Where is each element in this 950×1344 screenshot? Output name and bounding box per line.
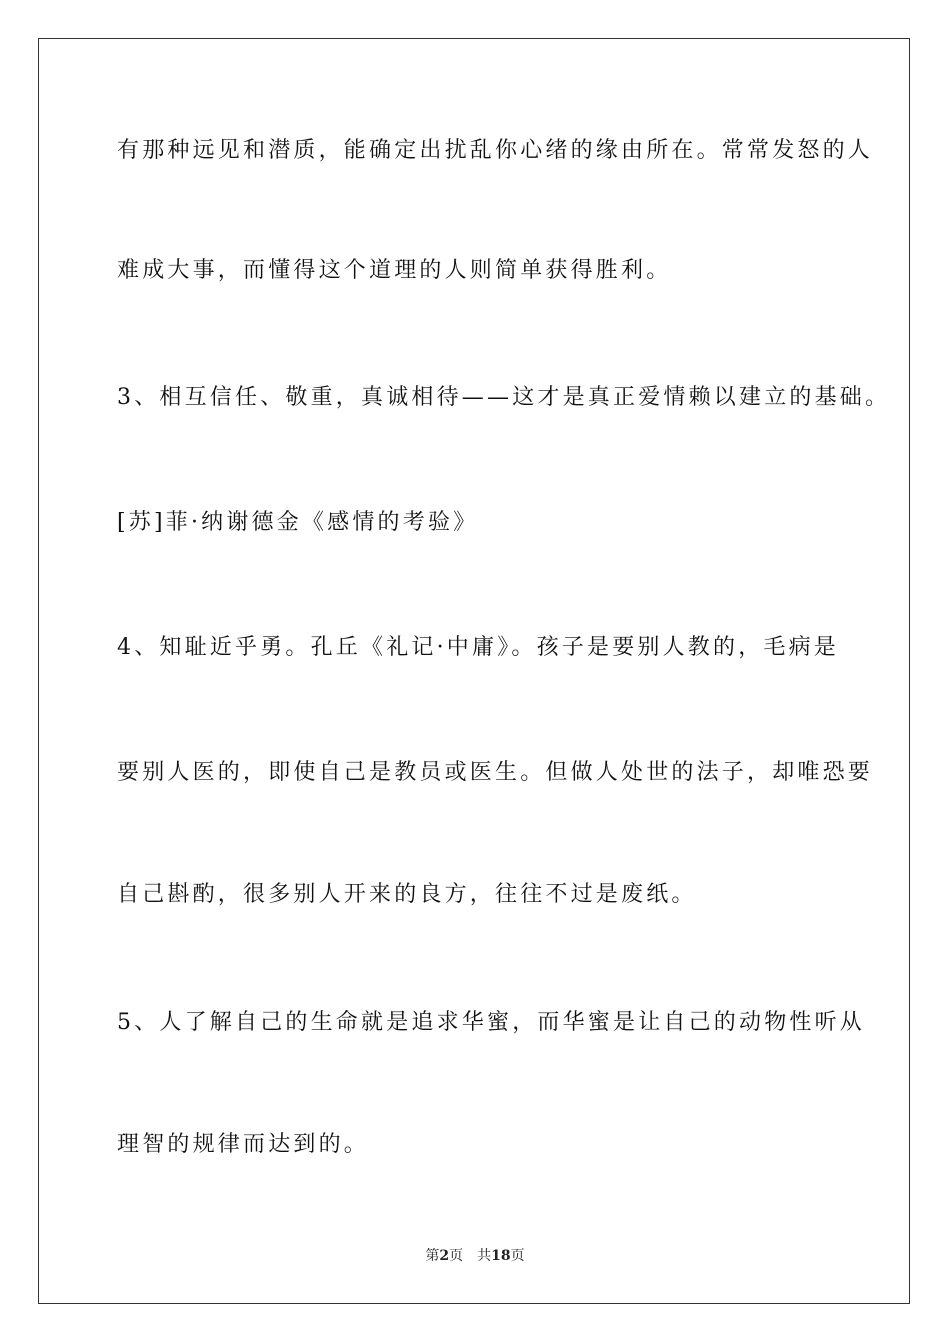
paragraph-line: 要别人医的，即使自己是教员或医生。但做人处世的法子，却唯恐要: [117, 760, 874, 785]
paragraph-line: 难成大事，而懂得这个道理的人则简单获得胜利。: [117, 258, 672, 283]
page-prefix: 第: [425, 1248, 440, 1264]
total-suffix: 页: [510, 1248, 525, 1264]
total-prefix: 共: [477, 1248, 492, 1264]
page-border: [38, 38, 910, 1304]
page-number: 2: [439, 1248, 450, 1264]
paragraph-line: 理智的规律而达到的。: [117, 1132, 370, 1157]
paragraph-line: 5、人了解自己的生命就是追求华蜜，而华蜜是让自己的动物性听从: [117, 1010, 865, 1035]
paragraph-line: 4、知耻近乎勇。孔丘《礼记·中庸》。孩子是要别人教的，毛病是: [117, 635, 839, 660]
paragraph-line: 自己斟酌，很多别人开来的良方，往往不过是废纸。: [117, 882, 697, 907]
total-pages: 18: [491, 1248, 511, 1264]
citation-line: [苏]菲·纳谢德金《感情的考验》: [117, 510, 479, 535]
page-suffix: 页: [449, 1248, 464, 1264]
paragraph-line: 3、相互信任、敬重，真诚相待——这才是真正爱情赖以建立的基础。: [117, 385, 891, 410]
paragraph-line: 有那种远见和潜质，能确定出扰乱你心绪的缘由所在。常常发怒的人: [117, 138, 874, 163]
page-footer: [0, 1246, 950, 1266]
